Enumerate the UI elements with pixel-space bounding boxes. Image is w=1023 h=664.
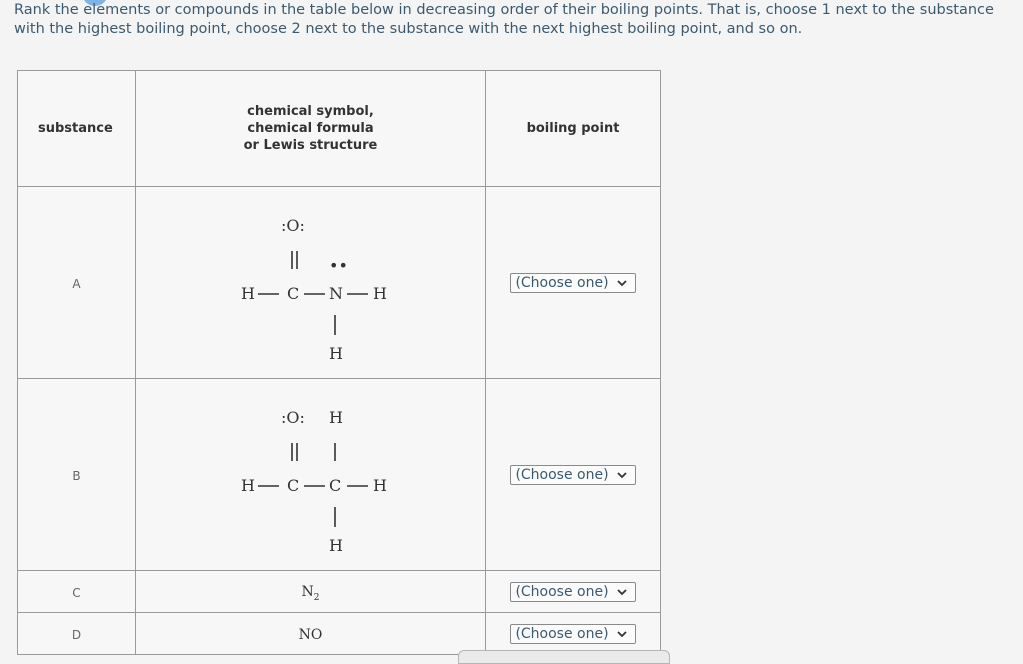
formula-cell [136,379,486,571]
header-formula-line1: chemical symbol, [247,104,374,119]
header-boiling-point: boiling point [486,71,661,187]
substance-cell [18,187,136,379]
rank-select-a-value: (Choose one) [515,275,609,291]
rank-select-b-value: (Choose one) [515,467,609,483]
header-formula-line3: or Lewis structure [243,138,378,153]
rank-select-d[interactable] [510,624,635,644]
formula-cell [136,613,486,655]
chevron-down-icon [617,587,627,597]
ranking-table [17,70,661,655]
lewis-b-hydrogen-1: H [240,475,255,495]
boiling-point-cell [486,613,661,655]
header-formula [136,71,486,187]
lewis-b-hydrogen-top: H [328,407,343,427]
formula-c-main: N [301,583,314,600]
lewis-b-hydrogen-2: H [372,475,387,495]
substance-label-d: D [71,628,82,642]
bottom-button-edge[interactable] [458,650,670,664]
chevron-down-icon [617,629,627,639]
rank-select-c[interactable] [510,582,635,602]
formula-d: NO [298,627,323,643]
lewis-b-carbon-1: C [286,475,299,495]
table-row [18,187,661,379]
rank-select-d-value: (Choose one) [515,626,609,642]
substance-label-a: A [72,277,81,291]
lewis-b-hydrogen-3: H [328,535,343,555]
lewis-a-hydrogen-3: H [328,343,343,363]
formula-c-subscript: 2 [313,592,320,603]
rank-select-b[interactable] [510,465,635,485]
boiling-point-cell [486,379,661,571]
header-formula-line2: chemical formula [247,121,374,136]
lewis-a-carbon: C [286,283,299,303]
rank-select-c-value: (Choose one) [515,584,609,600]
header-substance: substance [18,71,136,187]
lewis-b-carbon-2: C [328,475,341,495]
substance-cell [18,613,136,655]
chevron-down-icon [617,278,627,288]
boiling-point-cell [486,571,661,613]
table-row [18,571,661,613]
substance-cell [18,379,136,571]
lewis-a-oxygen: :O: [280,215,305,235]
boiling-point-cell [486,187,661,379]
substance-label-c: C [72,586,81,600]
lewis-a-hydrogen-2: H [372,283,387,303]
substance-label-b: B [72,469,81,483]
lewis-a-hydrogen-1: H [240,283,255,303]
lewis-b-oxygen: :O: [280,407,305,427]
lewis-structure-a [201,203,421,363]
lewis-structure-b [201,395,421,555]
formula-cell [136,187,486,379]
table-row [18,613,661,655]
formula-cell [136,571,486,613]
table-header-row [18,71,661,187]
lewis-a-nitrogen: N [328,283,343,303]
substance-cell [18,571,136,613]
formula-c [301,583,320,603]
rank-select-a[interactable] [510,273,635,293]
table-row [18,379,661,571]
chevron-down-icon [617,470,627,480]
lewis-a-lone-pair: •• [328,255,348,275]
instructions-text: Rank the elements or compounds in the table below in decreasing order of their boiling points. That is, choose 1 next to the substance with the highest boiling point, choose 2 next to the substance with the next highest boiling point, and so on. [14,2,994,37]
